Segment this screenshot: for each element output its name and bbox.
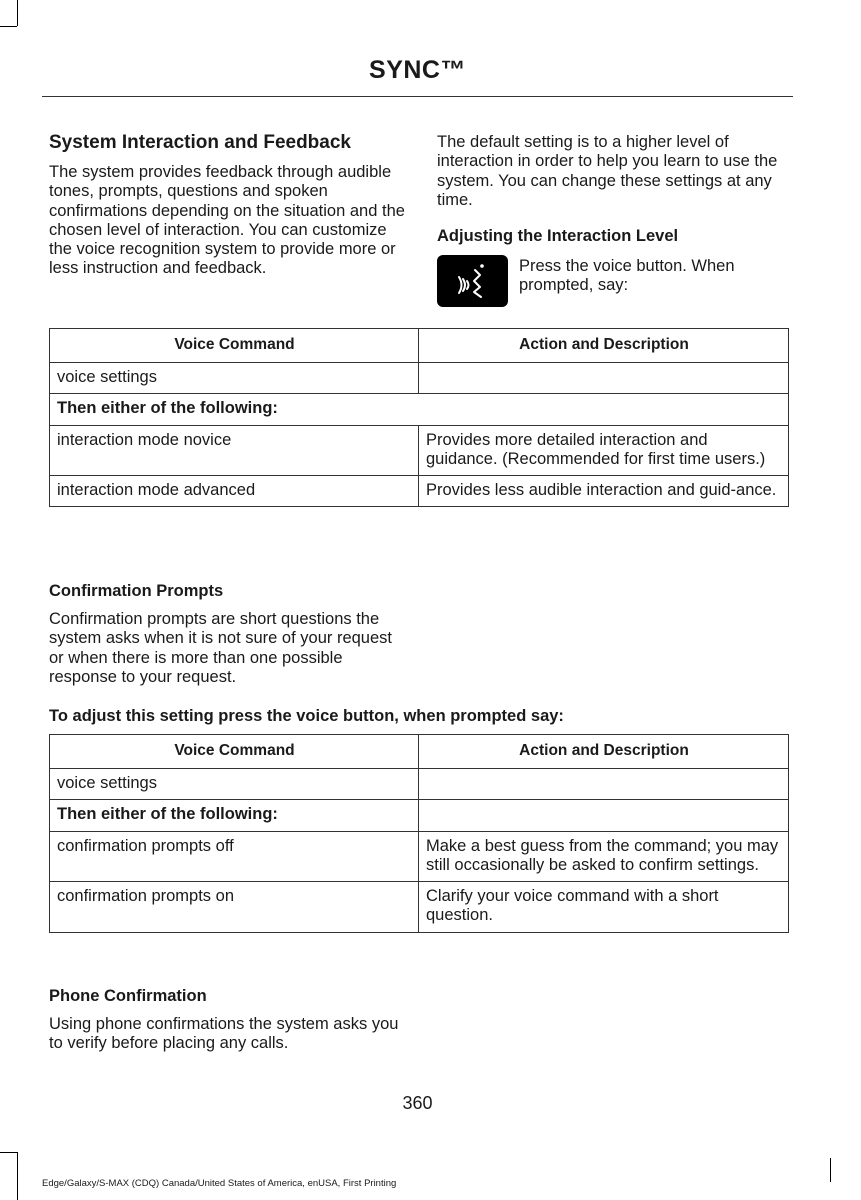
description-cell: Make a best guess from the command; you may still occasionally be asked to confirm settings. bbox=[419, 831, 789, 882]
section-heading: System Interaction and Feedback bbox=[49, 132, 351, 153]
table-row bbox=[50, 425, 789, 476]
footer-text: Edge/Galaxy/S-MAX (CDQ) Canada/United States of America, enUSA, First Printing bbox=[42, 1178, 397, 1189]
section-paragraph: Using phone confirmations the system asks you to verify before placing any calls. bbox=[49, 1015, 399, 1053]
crop-mark bbox=[17, 0, 18, 26]
table-header-row bbox=[50, 735, 789, 769]
page-title: SYNC™ bbox=[369, 56, 466, 84]
voice-command-table bbox=[49, 328, 789, 507]
table-row bbox=[50, 476, 789, 507]
crop-mark bbox=[17, 1152, 18, 1200]
voice-button-icon bbox=[437, 255, 508, 307]
page-number: 360 bbox=[402, 1093, 433, 1113]
crop-mark bbox=[0, 1152, 17, 1153]
table-row bbox=[50, 363, 789, 394]
command-cell: interaction mode advanced bbox=[50, 476, 419, 507]
table-row bbox=[50, 394, 789, 425]
adjust-instruction: To adjust this setting press the voice button, when prompted say: bbox=[49, 707, 564, 725]
table-row bbox=[50, 769, 789, 800]
description-cell: Provides more detailed interaction and guidance. (Recommended for first time users.) bbox=[419, 425, 789, 476]
crop-mark bbox=[0, 26, 17, 27]
column-header: Action and Description bbox=[419, 735, 789, 769]
header-divider bbox=[42, 96, 793, 97]
section-heading: Phone Confirmation bbox=[49, 987, 207, 1005]
column-header: Voice Command bbox=[50, 329, 419, 363]
command-cell: interaction mode novice bbox=[50, 425, 419, 476]
section-heading: Confirmation Prompts bbox=[49, 582, 224, 600]
description-cell bbox=[419, 800, 789, 831]
voice-instruction-text: Press the voice button. When prompted, say: bbox=[519, 257, 735, 295]
section-paragraph: Confirmation prompts are short questions the system asks when it is not sure of your request or when there is more than one possible response to your request. bbox=[49, 610, 392, 686]
column-header: Voice Command bbox=[50, 735, 419, 769]
section-paragraph: The system provides feedback through audible tones, prompts, questions and spoken confirmations depending on the situation and the chosen level of interaction. You can customize the voice recognition system to provide more or less instruction and feedback. bbox=[49, 163, 405, 278]
description-cell: Clarify your voice command with a short question. bbox=[419, 882, 789, 933]
table-header-row bbox=[50, 329, 789, 363]
description-cell: Provides less audible interaction and guid-ance. bbox=[419, 476, 789, 507]
confirmation-command-table bbox=[49, 734, 789, 933]
command-cell: voice settings bbox=[50, 363, 419, 394]
command-cell: Then either of the following: bbox=[50, 394, 789, 425]
crop-mark bbox=[830, 1158, 831, 1182]
column-header: Action and Description bbox=[419, 329, 789, 363]
default-setting-paragraph: The default setting is to a higher level of interaction in order to help you learn to use the system. You can change these settings at any time. bbox=[437, 133, 778, 209]
description-cell bbox=[419, 363, 789, 394]
command-cell: confirmation prompts on bbox=[50, 882, 419, 933]
table-row bbox=[50, 800, 789, 831]
command-cell: Then either of the following: bbox=[50, 800, 419, 831]
command-cell: voice settings bbox=[50, 769, 419, 800]
command-cell: confirmation prompts off bbox=[50, 831, 419, 882]
table-row bbox=[50, 831, 789, 882]
subheading: Adjusting the Interaction Level bbox=[437, 227, 679, 246]
table-row bbox=[50, 882, 789, 933]
description-cell bbox=[419, 769, 789, 800]
